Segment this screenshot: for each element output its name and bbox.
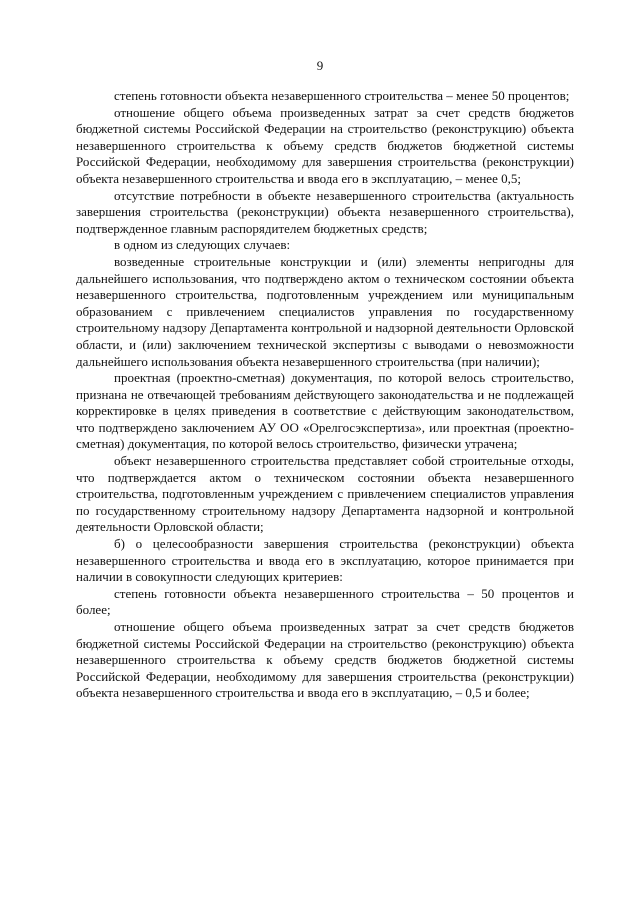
paragraph: возведенные строительные конструкции и (или) элементы непригодны для дальнейшего использования, что подтверждено актом о техническом состоянии объекта незавершенного строительства, подготовленным учреждением или муниципальным образованием с привлечением специалистов управления по государственному строительному надзору Департамента контрольной и надзорной деятельности Орловской области, и (или) заключением технической экспертизы с выводами о невозможности дальнейшего использования объекта незавершенного строительства (при наличии); bbox=[76, 253, 574, 369]
paragraph: отсутствие потребности в объекте незавершенного строительства (актуальность завершения строительства (реконструкции) объекта незавершенного строительства), подтвержденное главным распорядителем бюджетных средств; bbox=[76, 187, 574, 236]
paragraph: степень готовности объекта незавершенного строительства – менее 50 процентов; bbox=[114, 88, 570, 103]
paragraph: отношение общего объема произведенных затрат за счет средств бюджетов бюджетной системы Российской Федерации на строительство (реконструкцию) объекта незавершенного строительства к объему средств бюджетов бюджетной системы Российской Федерации, необходимому для завершения строительства (реконструкции) объекта незавершенного строительства и ввода его в эксплуатацию, – менее 0,5; bbox=[76, 104, 574, 186]
paragraph: в одном из следующих случаев: bbox=[114, 237, 291, 253]
paragraph: проектная (проектно-сметная) документация, по которой велось строительство, признана не отвечающей требованиям действующего законодательства и не подлежащей корректировке в целях приведения в соответствие с действующим законодательством, что подтверждено заключением АУ ОО «Орелгосэкспертиза», или проектная (проектно-сметная) документация, по которой велось строительство, физически утрачена; bbox=[76, 370, 574, 452]
paragraph: отношение общего объема произведенных затрат за счет средств бюджетов бюджетной системы Российской Федерации на строительство (реконструкцию) объекта незавершенного строительства к объему средств бюджетов бюджетной системы Российской Федерации, необходимому для завершения строительства (реконструкции) объекта незавершенного строительства и ввода его в эксплуатацию, – 0,5 и более; bbox=[76, 619, 574, 701]
paragraph: степень готовности объекта незавершенного строительства – 50 процентов и более; bbox=[76, 585, 574, 618]
page-number: 9 bbox=[316, 58, 324, 73]
paragraph: б) о целесообразности завершения строительства (реконструкции) объекта незавершенного строительства и ввода его в эксплуатацию, которое принимается при наличии в совокупности следующих критериев: bbox=[76, 536, 574, 585]
document-body bbox=[76, 88, 574, 702]
paragraph: объект незавершенного строительства представляет собой строительные отходы, что подтверждается актом о техническом состоянии объекта незавершенного строительства, подготовленным учреждением с привлечением специалистов управления по государственному строительному надзору Департамента надзорной и контрольной деятельности Орловской области; bbox=[76, 453, 574, 535]
